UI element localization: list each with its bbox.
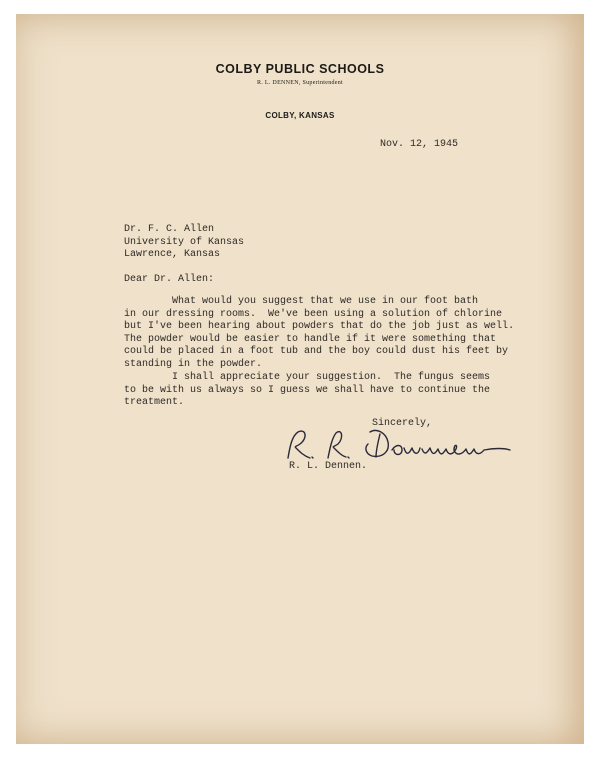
closing: Sincerely, xyxy=(372,418,433,429)
letterhead-city: COLBY, KANSAS xyxy=(265,111,335,120)
salutation: Dear Dr. Allen: xyxy=(124,274,215,285)
body-paragraph-2: I shall appreciate your suggestion. The fungus seems to be with us always so I guess we shall have to continue the treatment. xyxy=(124,372,491,409)
letterhead-superintendent: R. L. DENNEN, Superintendent xyxy=(256,80,344,86)
typed-signature-name: R. L. Dennen. xyxy=(289,461,368,472)
recipient-city: Lawrence, Kansas xyxy=(124,249,221,261)
body-paragraph-1: What would you suggest that we use in our foot bath in our dressing rooms. We've been using a solution of chlorine but I've been hearing about powders that do the job just as well. The powder would be easier to handle if it were something that could be placed in a foot tub and the boy could dust his feet by standing in the powder. xyxy=(124,296,515,370)
recipient-address xyxy=(124,224,244,262)
recipient-institution: University of Kansas xyxy=(124,236,245,248)
handwritten-signature xyxy=(284,424,514,466)
recipient-name: Dr. F. C. Allen xyxy=(124,224,215,235)
letterhead-school: COLBY PUBLIC SCHOOLS xyxy=(215,62,385,76)
letter-date: Nov. 12, 1945 xyxy=(380,139,459,150)
